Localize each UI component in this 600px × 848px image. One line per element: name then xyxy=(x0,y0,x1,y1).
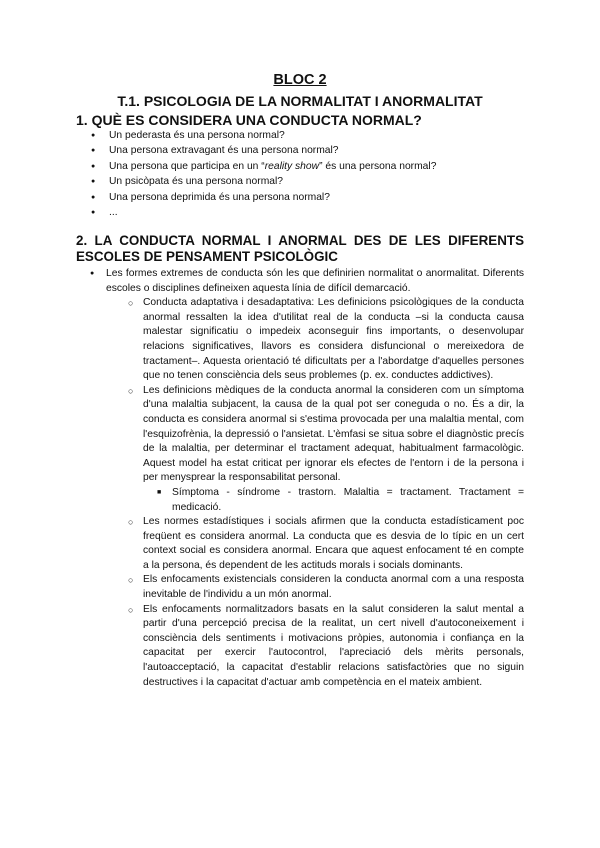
bloc-title: BLOC 2 xyxy=(273,72,327,88)
questions-list xyxy=(76,128,436,220)
list-item: ● Un pederasta és una persona normal? xyxy=(76,128,436,143)
list-item: ○ Els enfocaments normalitzadors basats en la salut consideren la salut mental a partir d'una percepció precisa de la realitat, un cert nivell d'autoconeixement i consciència dels sentiments i motivacions pròpies, autonomia i confiança en la capacitat per exercir l'autocontrol, l'apreciació dels mèrits personals, l'autoacceptació, la capacitat d'establir relacions satisfactòries que no siguin destructives i la capacitat d'actuar amb competència en el mateix ambient. xyxy=(76,603,524,691)
question-end: ” és una persona normal? xyxy=(319,160,437,172)
list-item: ● ... xyxy=(76,205,436,220)
list-item: ● Un psicòpata és una persona normal? xyxy=(76,174,436,189)
question-italic: reality show xyxy=(264,160,320,172)
list-item: ○ Les normes estadístiques i socials afirmen que la conducta estadísticament poc freqüent es considera anormal. La conducta que es desvia de lo típic en un cert context social es considera anormal. Encara que aquest enfocament té en compte a la persona, és dependent de les actituds morals i socials dominants. xyxy=(76,515,524,573)
section2-heading xyxy=(76,233,524,265)
sub-list-item: ■ Símptoma - síndrome - trastorn. Malaltia = tractament. Tractament = medicació. xyxy=(76,486,524,515)
section2-heading-line2: ESCOLES DE PENSAMENT PSICOLÒGIC xyxy=(76,249,338,264)
section1-heading: 1. QUÈ ES CONSIDERA UNA CONDUCTA NORMAL? xyxy=(76,112,422,128)
section2-heading-line1: 2. LA CONDUCTA NORMAL I ANORMAL DES DE LES DIFERENTS xyxy=(76,233,524,248)
intro-paragraph: ● Les formes extremes de conducta són les que definirien normalitat o anormalitat. Diferents escoles o disciplines defineixen aquesta línia de difícil demarcació. xyxy=(76,267,524,296)
question-start: Una persona que participa en un “ xyxy=(109,160,265,172)
section2-body xyxy=(76,267,524,690)
list-item xyxy=(76,159,436,174)
list-item: ● Una persona extravagant és una persona normal? xyxy=(76,143,436,158)
list-item: ● Una persona deprimida és una persona normal? xyxy=(76,190,436,205)
topic-title: T.1. PSICOLOGIA DE LA NORMALITAT I ANORMALITAT xyxy=(117,93,483,109)
list-item: ○ Les definicions mèdiques de la conducta anormal la consideren com un símptoma d'una malaltia subjacent, la causa de la qual pot ser coneguda o no. És a dir, la conducta es considera anormal si s'estima provocada per una malaltia mental, com l'esquizofrènia, la depressió o l'ansietat. L'èmfasi se situa sobre el diagnòstic precís de la malaltia, per determinar el tractament adequat, habitualment farmacològic. Aquest model ha estat criticat per ignorar els efectes de l'entorn i de la persona i per menysprear la responsabilitat personal. xyxy=(76,384,524,486)
list-item: ○ Conducta adaptativa i desadaptativa: Les definicions psicològiques de la conducta anormal ressalten la idea d'utilitat real de la conducta –si la conducta causa malestar significatiu o impedeix aconseguir fins importants, o desenvolupar relacions significatives, llavors es considera disfuncional o mereixedora de tractament–. Aquesta orientació té dificultats per a l'abordatge d'aquelles persones que no tenen consciència dels seus problemes (p. ex. conductes addictives). xyxy=(76,296,524,384)
list-item: ○ Els enfocaments existencials consideren la conducta anormal com a una resposta inevitable de l'individu a un món anormal. xyxy=(76,573,524,602)
